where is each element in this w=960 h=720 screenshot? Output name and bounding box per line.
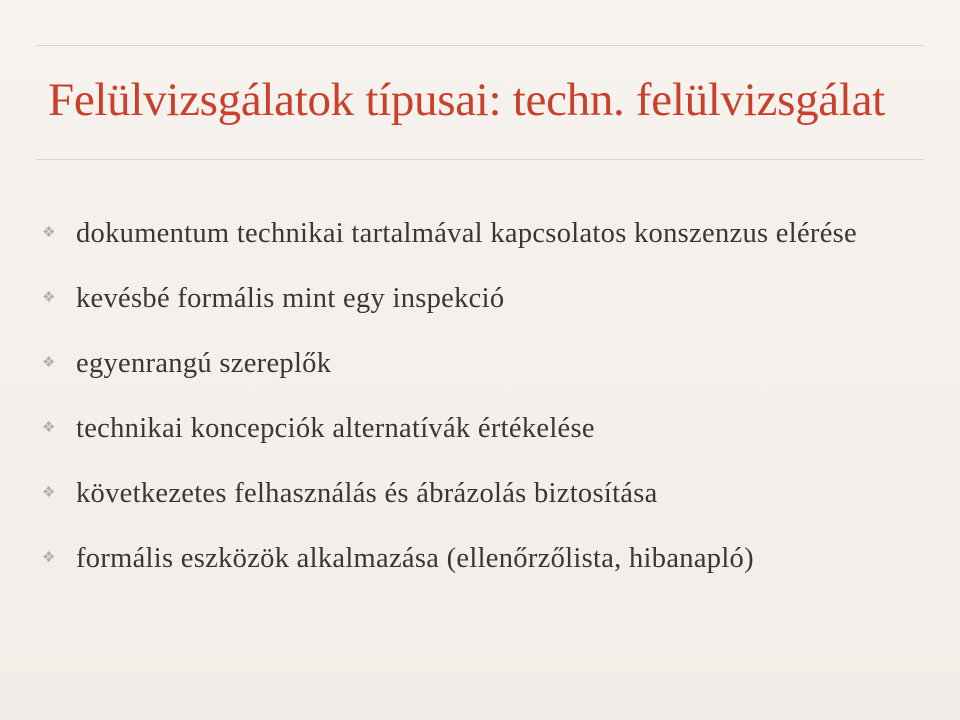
list-item bbox=[42, 345, 932, 382]
bullet-text: kevésbé formális mint egy inspekció bbox=[76, 283, 505, 314]
bullet-list bbox=[42, 215, 932, 605]
four-petal-flower-icon: ❖ bbox=[42, 550, 56, 566]
four-petal-flower-icon: ❖ bbox=[42, 225, 56, 241]
list-item bbox=[42, 215, 932, 252]
title-divider bbox=[36, 159, 924, 160]
slide-title: Felülvizsgálatok típusai: techn. felülvizsgálat bbox=[48, 74, 885, 126]
bullet-text: formális eszközök alkalmazása (ellenőrzőlista, hibanapló) bbox=[76, 543, 754, 574]
four-petal-flower-icon: ❖ bbox=[42, 420, 56, 436]
top-divider bbox=[36, 45, 924, 46]
list-item bbox=[42, 280, 932, 317]
bullet-text: dokumentum technikai tartalmával kapcsolatos konszenzus elérése bbox=[76, 218, 858, 249]
bullet-text: következetes felhasználás és ábrázolás biztosítása bbox=[76, 478, 658, 509]
list-item bbox=[42, 410, 932, 447]
four-petal-flower-icon: ❖ bbox=[42, 355, 56, 371]
four-petal-flower-icon: ❖ bbox=[42, 485, 56, 501]
four-petal-flower-icon: ❖ bbox=[42, 290, 56, 306]
bullet-text: egyenrangú szereplők bbox=[76, 348, 332, 379]
list-item bbox=[42, 540, 932, 577]
bullet-text: technikai koncepciók alternatívák értékelése bbox=[76, 413, 595, 444]
list-item bbox=[42, 475, 932, 512]
